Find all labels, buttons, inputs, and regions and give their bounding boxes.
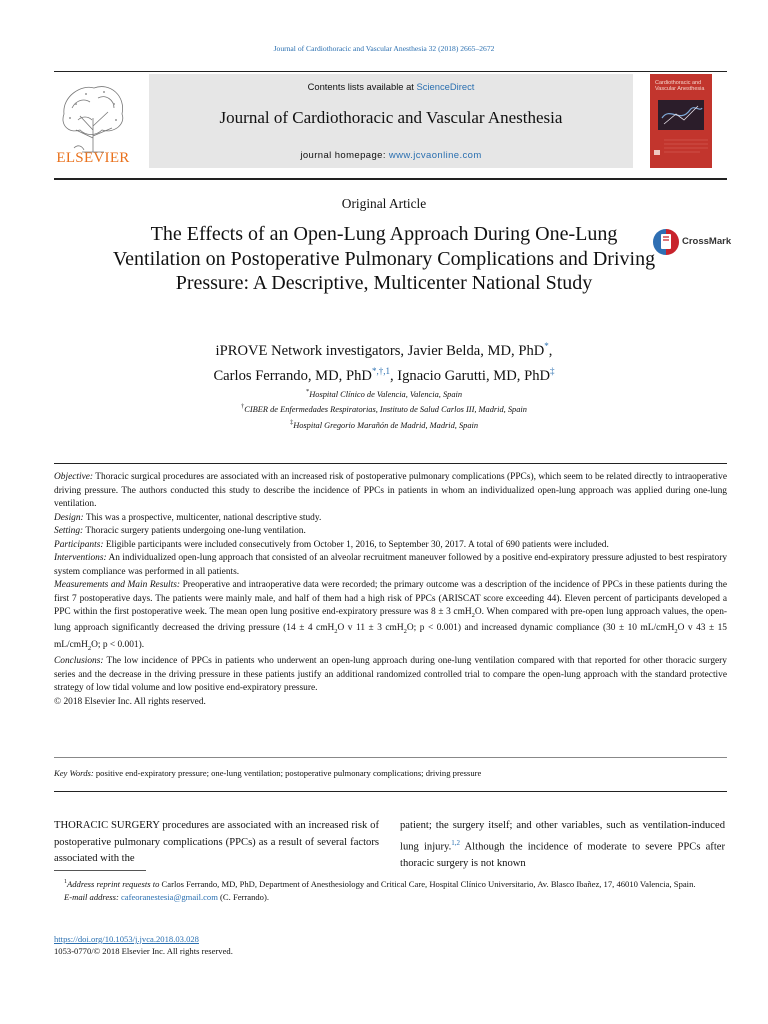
author-3[interactable]: , Ignacio Garutti, MD, PhD — [389, 367, 551, 384]
keywords — [54, 768, 727, 778]
affiliation: *Hospital Clínico de Valencia, Valencia, Spain — [305, 388, 463, 399]
email-link[interactable]: cafeoranestesia@gmail.com — [120, 891, 218, 902]
abstract-interventions: Interventions: An individualized open-lung approach that consisted of an alveolar recruitment maneuver followed by a positive end-expiratory pressure adjusted to best respiratory system compliance was performed in all patients. — [54, 553, 728, 577]
homepage-link[interactable]: www.jcvaonline.com — [388, 150, 482, 161]
keywords-rule — [54, 791, 727, 792]
abstract-bottom-rule — [54, 757, 727, 758]
affiliation: †CIBER de Enfermedades Respiratorias, Instituto de Salud Carlos III, Madrid, Spain — [241, 403, 527, 415]
crossmark-label: CrossMark — [682, 236, 732, 247]
journal-homepage — [149, 150, 633, 161]
abstract-objective: Objective: Thoracic surgical procedures are associated with an increased risk of postoperative pulmonary complications (PPCs), which seem to be related directly to intraoperative driving pressure. The authors conducted this study to describe the incidence of PPCs in patients in whom an individualized open-lung approach was applied during one-lung ventilation. — [54, 472, 727, 509]
citation-ref[interactable]: 1,2 — [451, 838, 460, 847]
abstract-participants: Participants: Eligible participants were included consecutively from October 1, 2016, to September 30, 2017. A total of 690 patients were included. — [54, 539, 609, 550]
affiliation: ‡Hospital Gregorio Marañón de Madrid, Madrid, Spain — [289, 418, 479, 430]
doi-link[interactable]: https://doi.org/10.1053/j.jvca.2018.03.028 — [54, 934, 199, 944]
abstract — [54, 471, 727, 709]
header-bottom-rule — [54, 178, 727, 180]
elsevier-wordmark: ELSEVIER — [56, 150, 130, 166]
abstract-setting: Setting: Thoracic surgery patients undergoing one-lung ventilation. — [54, 526, 306, 536]
abstract-design: Design: This was a prospective, multicenter, national descriptive study. — [54, 512, 322, 523]
author-1-marker[interactable]: * — [544, 341, 549, 351]
footnote-rule — [54, 870, 146, 871]
abstract-copyright: © 2018 Elsevier Inc. All rights reserved. — [54, 696, 206, 707]
cover-title: Cardiothoracic and Vascular Anesthesia — [655, 80, 705, 92]
header-top-rule — [54, 71, 727, 72]
journal-cover[interactable] — [650, 74, 712, 168]
journal-title: Journal of Cardiothoracic and Vascular Anesthesia — [219, 108, 563, 127]
elsevier-logo[interactable] — [52, 78, 134, 168]
homepage-prefix: journal homepage: — [300, 150, 389, 161]
contents-line — [149, 81, 633, 92]
contents-prefix: Contents lists available at — [307, 81, 417, 92]
sciencedirect-link[interactable]: ScienceDirect — [416, 81, 475, 92]
crossmark-badge[interactable] — [652, 228, 732, 256]
article-title: The Effects of an Open-Lung Approach During One-Lung Ventilation on Postoperative Pulmonary Complications and Driving Pressure: A Descriptive, Multicenter National Study — [112, 223, 656, 294]
keywords-label: Key Words: — [54, 768, 94, 778]
abstract-conclusions: Conclusions: The low incidence of PPCs in patients who underwent an open-lung approach during one-lung ventilation compared with that reported for other thoracic surgery series and the decrease in the driving pressure in these patients justify an additional randomized controlled trial to compare the open-lung approach with the standard protective strategy of low tidal volume and low positive end-expiratory pressure. — [54, 656, 727, 694]
body-column-left: THORACIC SURGERY procedures are associated with an increased risk of postoperative pulmonary complications (PPCs) as a result of several factors associated with the — [54, 820, 379, 864]
author-3-marker[interactable]: ‡ — [550, 365, 555, 376]
journal-citation[interactable]: Journal of Cardiothoracic and Vascular Anesthesia 32 (2018) 2665–2672 — [273, 44, 495, 53]
article-type: Original Article — [341, 196, 427, 211]
cover-art-icon — [650, 74, 712, 168]
author-list: iPROVE Network investigators, Javier Belda, MD, PhD*, Carlos Ferrando, MD, PhD$^{*,\dagger,1}$, Ignacio Garutti, MD, PhD‡ — [213, 341, 555, 384]
issn-copyright: 1053-0770/© 2018 Elsevier Inc. All rights reserved. — [54, 946, 233, 956]
abstract-measurements: Measurements and Main Results: Preoperative and intraoperative data were recorded; the primary outcome was a description of the incidence of PPCs in these patients during the first 7 postoperative days. The patients were mainly male, and half of them had a high risk of PPCs (ARISCAT score exceeding 44). Eleven percent of participants developed a PPC within the first postoperative week. The mean open lung positive end-expiratory pressure was 8 ± 3 cmH$_2$O. When compared with pre-open lung approach values, the open-lung approach significantly decreased the driving pressure (14 ± 4 cmH$_2$O v 11 ± 3 cmH$_2$O; p < 0.001) and increased dynamic compliance (30 ± 10 mL/cmH$_2$O v 43 ± 15 mL/cmH$_2$O; p < 0.001). — [54, 580, 728, 652]
correspondence-footnote: $^1$Address reprint requests to Carlos Ferrando, MD, PhD, Department of Anesthesiology and Critical Care, Hospital Clínico Universitario, Av. Blasco Ibañez, 17, 46010 Valencia, Spain. E-mail address: cafeoranestesia@gmail.com (C. Ferrando). — [64, 878, 696, 902]
crossmark-icon — [652, 228, 680, 256]
affiliations — [120, 386, 648, 432]
author-2[interactable]: Carlos Ferrando, MD, PhD — [213, 367, 372, 384]
author-1[interactable]: iPROVE Network investigators, Javier Belda, MD, PhD — [215, 342, 545, 359]
body-column-right: patient; the surgery itself; and other variables, such as ventilation-induced lung injury.$^{1,2}$ Although the incidence of moderate to severe PPCs after thoracic surgery is not known — [400, 820, 725, 869]
author-2-marker[interactable]: *,†,1 — [371, 365, 390, 376]
keywords-text: positive end-expiratory pressure; one-lung ventilation; postoperative pulmonary complications; driving pressure — [95, 768, 482, 778]
abstract-top-rule — [54, 463, 727, 464]
